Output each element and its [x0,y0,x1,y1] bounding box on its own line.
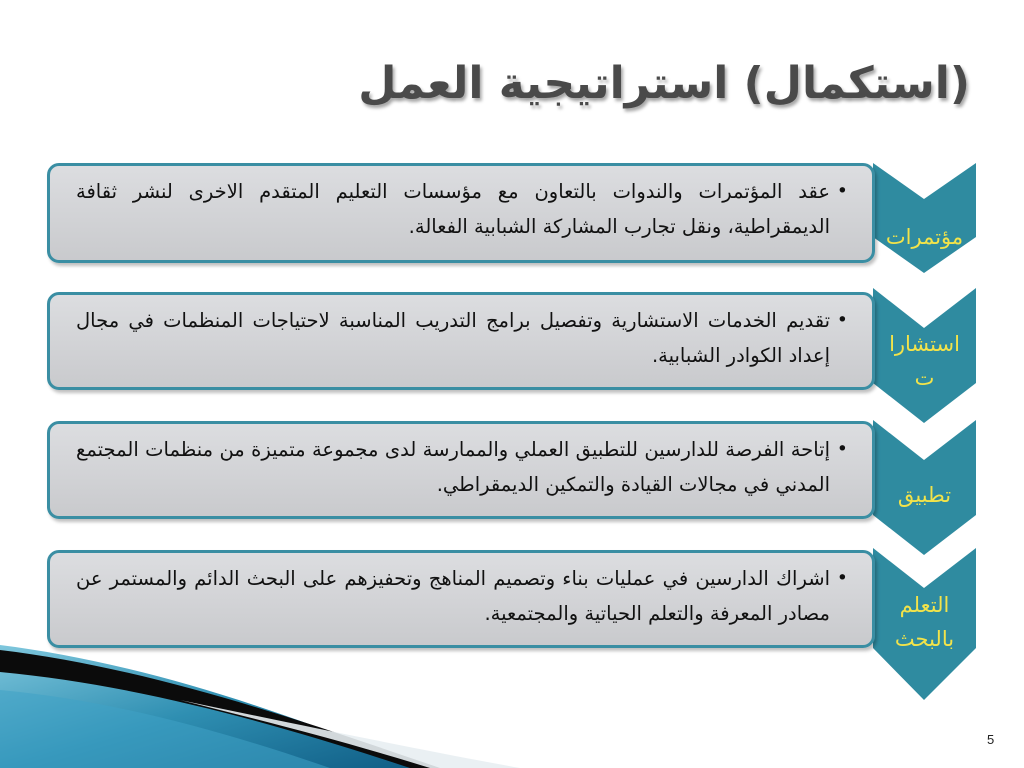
bullet-icon: • [836,309,848,331]
slide-title: (استكمال) استراتيجية العمل [358,58,970,109]
strategy-text-4 [76,561,846,631]
row-label-2: استشارا ت [889,332,960,390]
strategy-box-1 [47,163,875,263]
strategy-text-1 [76,174,846,244]
strategy-text-1-content: عقد المؤتمرات والندوات بالتعاون مع مؤسسات التعليم المتقدم الاخرى لنشر ثقافة الديمقراطية، ونقل تجارب المشاركة الشبابية الفعالة. [76,180,830,238]
strategy-text-2 [76,303,846,373]
strategy-box-3 [47,421,875,519]
bullet-icon: • [836,438,848,460]
row-label-1: مؤتمرات [885,225,964,249]
chevron-shape-1 [873,163,976,273]
strategy-text-4-content: اشراك الدارسين في عمليات بناء وتصميم المناهج وتحفيزهم على البحث الدائم والمستمر عن مصادر المعرفة والتعلم الحياتية والمجتمعية. [76,567,830,625]
strategy-text-2-content: تقديم الخدمات الاستشارية وتفصيل برامج التدريب المناسبة لاحتياجات المنظمات في مجال إعداد الكوادر الشبابية. [76,309,830,367]
bullet-icon: • [836,567,848,589]
strategy-box-4 [47,550,875,648]
page-number: 5 [987,732,995,747]
row-label-4: التعلم بالبحث [894,593,955,651]
strategy-box-2 [47,292,875,390]
bullet-icon: • [836,180,848,202]
row-label-3: تطبيق [897,483,952,507]
strategy-text-3 [76,432,846,502]
strategy-text-3-content: إتاحة الفرصة للدارسين للتطبيق العملي والممارسة لدى مجموعة متميزة من منظمات المجتمع المدني في مجالات القيادة والتمكين الديمقراطي. [76,438,830,496]
